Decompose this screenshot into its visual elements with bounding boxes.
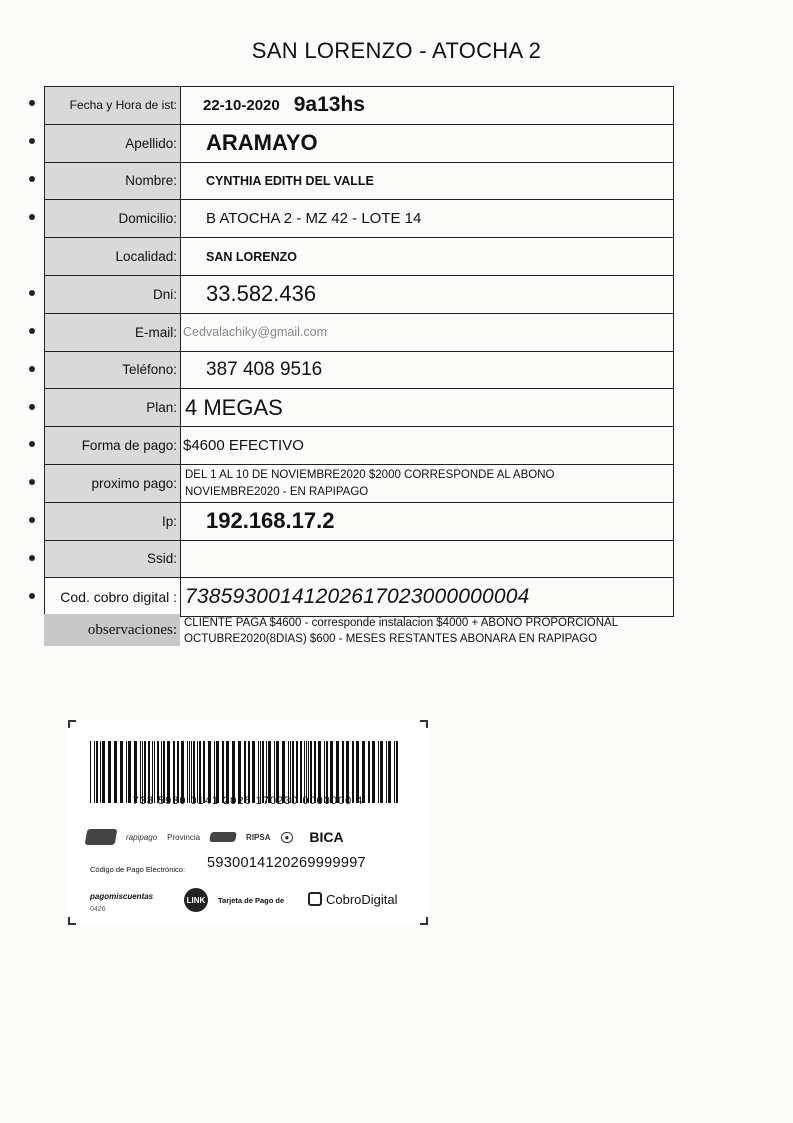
bullet-icon <box>29 404 35 410</box>
row-dni <box>45 276 673 314</box>
bullet-icon <box>29 100 35 106</box>
corner-mark <box>68 720 76 728</box>
row-fecha <box>45 87 673 125</box>
bullet-icon <box>29 138 35 144</box>
barcode-bar <box>306 741 307 803</box>
barcode-bar <box>128 741 131 803</box>
row-proximo-pago <box>45 465 673 503</box>
rapipago-logo: rapipago <box>126 832 158 842</box>
proximo-pago-line1: DEL 1 AL 10 DE NOVIEMBRE2020 $2000 CORRESPONDE AL ABONO <box>185 468 555 481</box>
barcode-bar <box>199 741 201 803</box>
barcode-bar <box>396 741 398 803</box>
ripsa-logo: RIPSA <box>246 832 271 842</box>
barcode-bar <box>318 741 321 803</box>
barcode-bar <box>296 741 298 803</box>
corner-mark <box>68 917 76 925</box>
bolsa-logo-icon: ● <box>281 832 294 843</box>
localidad-value: SAN LORENZO <box>206 249 297 264</box>
ip-value: 192.168.17.2 <box>206 508 335 534</box>
ip-label: Ip: <box>45 503 181 540</box>
barcode-bar <box>238 741 241 803</box>
apellido-label: Apellido: <box>45 125 181 162</box>
codigo-pago-label: Código de Pago Electrónico: <box>90 865 186 874</box>
bullet-icon <box>29 290 35 296</box>
observaciones <box>44 614 674 647</box>
barcode-bar <box>232 741 235 803</box>
barcode-bar <box>108 741 111 803</box>
barcode-bar <box>266 741 267 803</box>
proximo-pago-value <box>181 465 673 502</box>
bullet-icon <box>29 479 35 485</box>
barcode-bar <box>187 741 188 803</box>
fecha-time: 9a13hs <box>293 93 365 117</box>
barcode-bar <box>96 741 98 803</box>
barcode-bar <box>152 741 153 803</box>
observaciones-line2: OCTUBRE2020(8DIAS) $600 - MESES RESTANTES ABONARA EN RAPIPAGO <box>184 633 598 645</box>
bullet-icon <box>29 214 35 220</box>
bullet-icon <box>29 366 35 372</box>
barcode-bar <box>356 741 359 803</box>
barcode-bar <box>346 741 349 803</box>
bullet-icon <box>29 593 35 599</box>
barcode-bar <box>326 741 328 803</box>
row-localidad <box>45 238 673 276</box>
client-form <box>44 86 674 617</box>
barcode-bar <box>290 741 291 803</box>
barcode-bar <box>203 741 205 803</box>
barcode-bar <box>282 741 285 803</box>
payment-logos <box>86 824 416 850</box>
nombre-value: CYNTHIA EDITH DEL VALLE <box>206 173 374 188</box>
fecha-value <box>181 87 673 124</box>
barcode-bar <box>163 741 165 803</box>
cod-label: Cod. cobro digital : <box>45 578 181 616</box>
barcode-bar <box>372 741 375 803</box>
barcode-bar <box>189 741 190 803</box>
observaciones-text <box>180 614 618 647</box>
telefono-value: 387 408 9516 <box>206 358 323 380</box>
barcode-bar <box>154 741 155 803</box>
proximo-pago-label: proximo pago: <box>45 465 181 502</box>
plan-value: 4 MEGAS <box>185 394 283 420</box>
bullet-icon <box>29 517 35 523</box>
bica-logo: BICA <box>309 829 344 845</box>
barcode-bar <box>352 741 354 803</box>
pago-facil-logo-icon <box>85 829 118 845</box>
barcode-bar <box>386 741 387 803</box>
barcode-bar <box>167 741 170 803</box>
cobrodigital-icon <box>308 892 322 906</box>
barcode-bar <box>260 741 261 803</box>
barcode-bar <box>191 741 192 803</box>
link-logo: LINK <box>184 888 208 912</box>
observaciones-line1: CLIENTE PAGA $4600 - corresponde instalacion $4000 + ABONO PROPORCIONAL <box>184 617 619 629</box>
cobrodigital-logo: CobroDigital <box>326 892 398 907</box>
barcode-bar <box>197 741 198 803</box>
dni-value: 33.582.436 <box>206 281 317 307</box>
barcode-bar <box>288 741 289 803</box>
email-label: E-mail: <box>45 314 181 351</box>
document-title: SAN LORENZO - ATOCHA 2 <box>251 38 542 63</box>
observaciones-label: observaciones: <box>44 614 180 646</box>
bullet-icon <box>29 176 35 182</box>
barcode-bar <box>90 741 91 803</box>
barcode-bar <box>144 741 146 803</box>
provincia-logo: Provincia <box>167 832 201 842</box>
barcode-bar <box>244 741 246 803</box>
barcode-bar <box>140 741 141 803</box>
barcode-number: 738 5930 0141 2026 170230 0000000 4 <box>132 795 364 807</box>
barcode-bar <box>120 741 123 803</box>
barcode-bar <box>226 741 229 803</box>
fecha-date: 22-10-2020 <box>203 96 280 114</box>
barcode-bar <box>388 741 391 803</box>
row-forma-pago <box>45 427 673 465</box>
barcode-bar <box>216 741 219 803</box>
payment-card <box>68 720 428 925</box>
barcode-bar <box>362 741 365 803</box>
barcode-bar <box>300 741 302 803</box>
barcode-bar <box>308 741 309 803</box>
barcode-bar <box>161 741 162 803</box>
corner-mark <box>420 720 428 728</box>
barcode-bar <box>258 741 259 803</box>
tarjeta-label: Tarjeta de Pago de <box>218 896 285 905</box>
cod-value: 73859300141202617023000000004 <box>185 585 530 609</box>
proximo-pago-line2: NOVIEMBRE2020 - EN RAPIPAGO <box>185 485 369 498</box>
card-code: 0426 <box>90 906 106 913</box>
barcode-bar <box>102 741 105 803</box>
barcode-bar <box>142 741 143 803</box>
email-value: Cedvalachiky@gmail.com <box>183 325 327 340</box>
row-apellido <box>45 125 673 163</box>
barcode-bar <box>248 741 250 803</box>
nombre-label: Nombre: <box>45 163 181 200</box>
barcode-bar <box>126 741 127 803</box>
barcode-bar <box>214 741 215 803</box>
barcode-bar <box>148 741 150 803</box>
corner-mark <box>420 917 428 925</box>
ssid-value <box>181 541 673 578</box>
barcode-bar <box>394 741 395 803</box>
barcode-bar <box>380 741 383 803</box>
domicilio-value: B ATOCHA 2 - MZ 42 - LOTE 14 <box>206 210 422 228</box>
forma-pago-label: Forma de pago: <box>45 427 181 464</box>
barcode-bar <box>324 741 325 803</box>
row-cod-cobro <box>45 578 673 616</box>
apellido-value: ARAMAYO <box>206 130 318 156</box>
row-ssid <box>45 541 673 579</box>
barcode-bar <box>252 741 255 803</box>
forma-pago-value: $4600 EFECTIVO <box>183 437 304 455</box>
telefono-label: Teléfono: <box>45 352 181 389</box>
barcode-bar <box>94 741 95 803</box>
barcode-bar <box>134 741 137 803</box>
barcode-bar <box>378 741 379 803</box>
barcode-bar <box>268 741 271 803</box>
ssid-label: Ssid: <box>45 541 181 578</box>
barcode-bar <box>274 741 275 803</box>
barcode-bar <box>262 741 264 803</box>
barcode-bar <box>310 741 312 803</box>
barcode-bar <box>157 741 159 803</box>
barcode-bar <box>368 741 370 803</box>
proximo-pago-lines <box>185 466 554 501</box>
bullet-icon <box>29 441 35 447</box>
barcode-bar <box>314 741 316 803</box>
barcode-bar <box>336 741 339 803</box>
plan-label: Plan: <box>45 389 181 426</box>
barcode-bar <box>100 741 101 803</box>
barcode-bar <box>330 741 333 803</box>
barcode-bar <box>114 741 117 803</box>
barcode-bar <box>181 741 184 803</box>
pagomiscuentas-logo: pagomiscuentas <box>90 892 154 901</box>
row-email <box>45 314 673 352</box>
row-telefono <box>45 352 673 390</box>
barcode-bar <box>177 741 179 803</box>
row-plan <box>45 389 673 427</box>
row-ip <box>45 503 673 541</box>
row-nombre <box>45 163 673 201</box>
barcode-bar <box>304 741 305 803</box>
barcode-bar <box>193 741 195 803</box>
barcode-bar <box>276 741 279 803</box>
row-domicilio <box>45 200 673 238</box>
barcode-bar <box>222 741 224 803</box>
barcode-bar <box>208 741 211 803</box>
dni-label: Dni: <box>45 276 181 313</box>
barcode-bar <box>292 741 294 803</box>
fecha-label: Fecha y Hora de ist: <box>45 87 181 124</box>
codigo-pago-value: 5930014120269999997 <box>207 855 366 871</box>
bullet-icon <box>29 328 35 334</box>
localidad-label: Localidad: <box>45 238 181 275</box>
barcode-bar <box>173 741 175 803</box>
barcode-bar <box>342 741 344 803</box>
express-logo-icon <box>209 832 237 842</box>
bullet-icon <box>29 555 35 561</box>
domicilio-label: Domicilio: <box>45 200 181 237</box>
